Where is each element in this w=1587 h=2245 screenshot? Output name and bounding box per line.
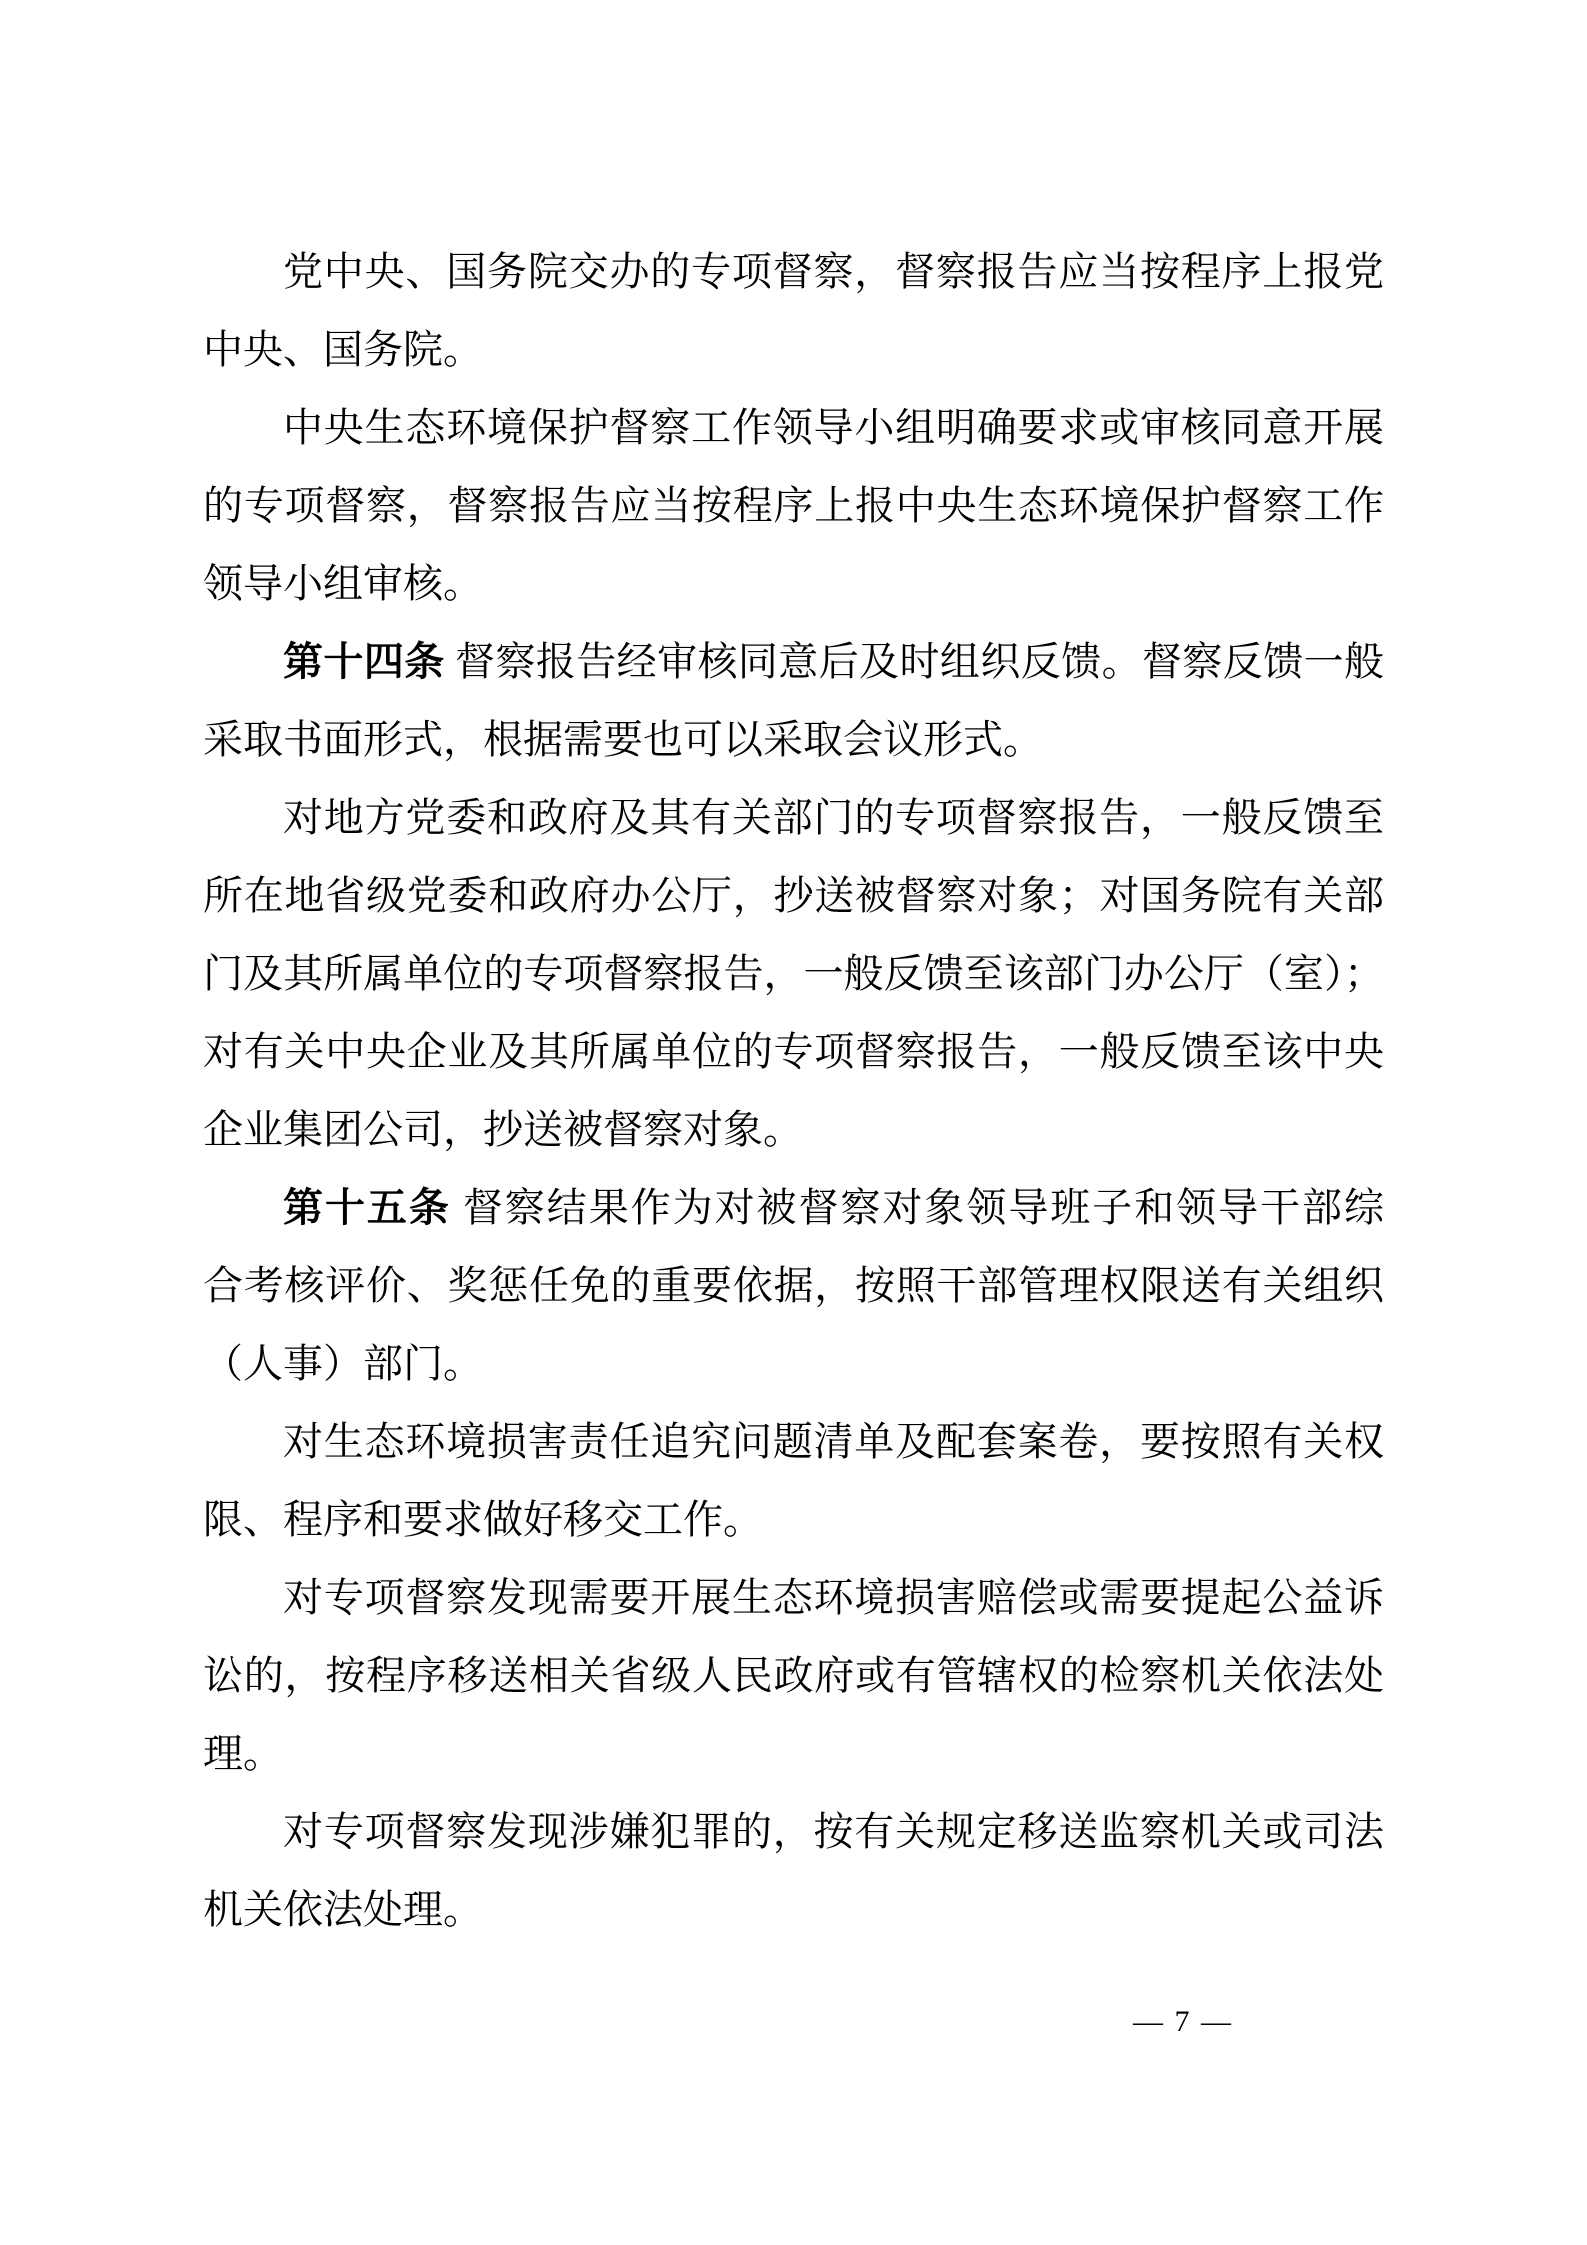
line-text: 对生态环境损害责任追究问题清单及配套案卷，要按照有关权	[283, 1419, 1384, 1464]
text-line	[203, 1637, 1384, 1715]
text-line	[203, 467, 1384, 545]
line-text: 所在地省级党委和政府办公厅，抄送被督察对象；对国务院有关部	[203, 873, 1384, 918]
text-line	[203, 1091, 1384, 1169]
line-text: 对有关中央企业及其所属单位的专项督察报告，一般反馈至该中央	[203, 1029, 1384, 1074]
line-text: 督察结果作为对被督察对象领导班子和领导干部综	[450, 1185, 1385, 1230]
text-line	[203, 545, 1384, 623]
text-line	[203, 1559, 1384, 1637]
text-line	[203, 1715, 1384, 1793]
line-text: 领导小组审核。	[203, 561, 483, 606]
line-text: 合考核评价、奖惩任免的重要依据，按照干部管理权限送有关组织	[203, 1263, 1384, 1308]
line-text: 党中央、国务院交办的专项督察，督察报告应当按程序上报党	[283, 249, 1384, 294]
page-number: — 7 —	[1133, 2005, 1233, 2038]
line-text: 对地方党委和政府及其有关部门的专项督察报告，一般反馈至	[283, 795, 1384, 840]
text-line	[203, 389, 1384, 467]
article-number: 第十五条	[283, 1186, 451, 1230]
text-line	[203, 311, 1384, 389]
text-line	[203, 857, 1384, 935]
document-body	[203, 233, 1384, 1949]
text-line	[203, 1793, 1384, 1871]
line-text: 讼的，按程序移送相关省级人民政府或有管辖权的检察机关依法处	[203, 1653, 1384, 1698]
text-line	[203, 233, 1384, 311]
line-text: 企业集团公司，抄送被督察对象。	[203, 1107, 803, 1152]
line-text: 对专项督察发现需要开展生态环境损害赔偿或需要提起公益诉	[283, 1575, 1384, 1620]
text-line	[203, 779, 1384, 857]
line-text: 中央、国务院。	[203, 327, 483, 372]
line-text: 督察报告经审核同意后及时组织反馈。督察反馈一般	[444, 639, 1385, 684]
text-line	[203, 701, 1384, 779]
text-line	[203, 1481, 1384, 1559]
line-text: 机关依法处理。	[203, 1887, 483, 1932]
line-text: 限、程序和要求做好移交工作。	[203, 1497, 763, 1542]
text-line	[203, 1013, 1384, 1091]
line-text: 对专项督察发现涉嫌犯罪的，按有关规定移送监察机关或司法	[283, 1809, 1384, 1854]
text-line	[203, 623, 1384, 701]
line-text: 的专项督察，督察报告应当按程序上报中央生态环境保护督察工作	[203, 483, 1384, 528]
text-line	[203, 1871, 1384, 1949]
line-text: 理。	[203, 1731, 283, 1776]
text-line	[203, 1247, 1384, 1325]
text-line	[203, 1403, 1384, 1481]
text-line	[203, 935, 1384, 1013]
article-number: 第十四条	[283, 640, 445, 684]
text-line	[203, 1325, 1384, 1403]
line-text: （人事）部门。	[203, 1341, 483, 1386]
line-text: 门及其所属单位的专项督察报告，一般反馈至该部门办公厅（室）；	[203, 951, 1384, 996]
line-text: 采取书面形式，根据需要也可以采取会议形式。	[203, 717, 1043, 762]
text-line	[203, 1169, 1384, 1247]
line-text: 中央生态环境保护督察工作领导小组明确要求或审核同意开展	[283, 405, 1384, 450]
